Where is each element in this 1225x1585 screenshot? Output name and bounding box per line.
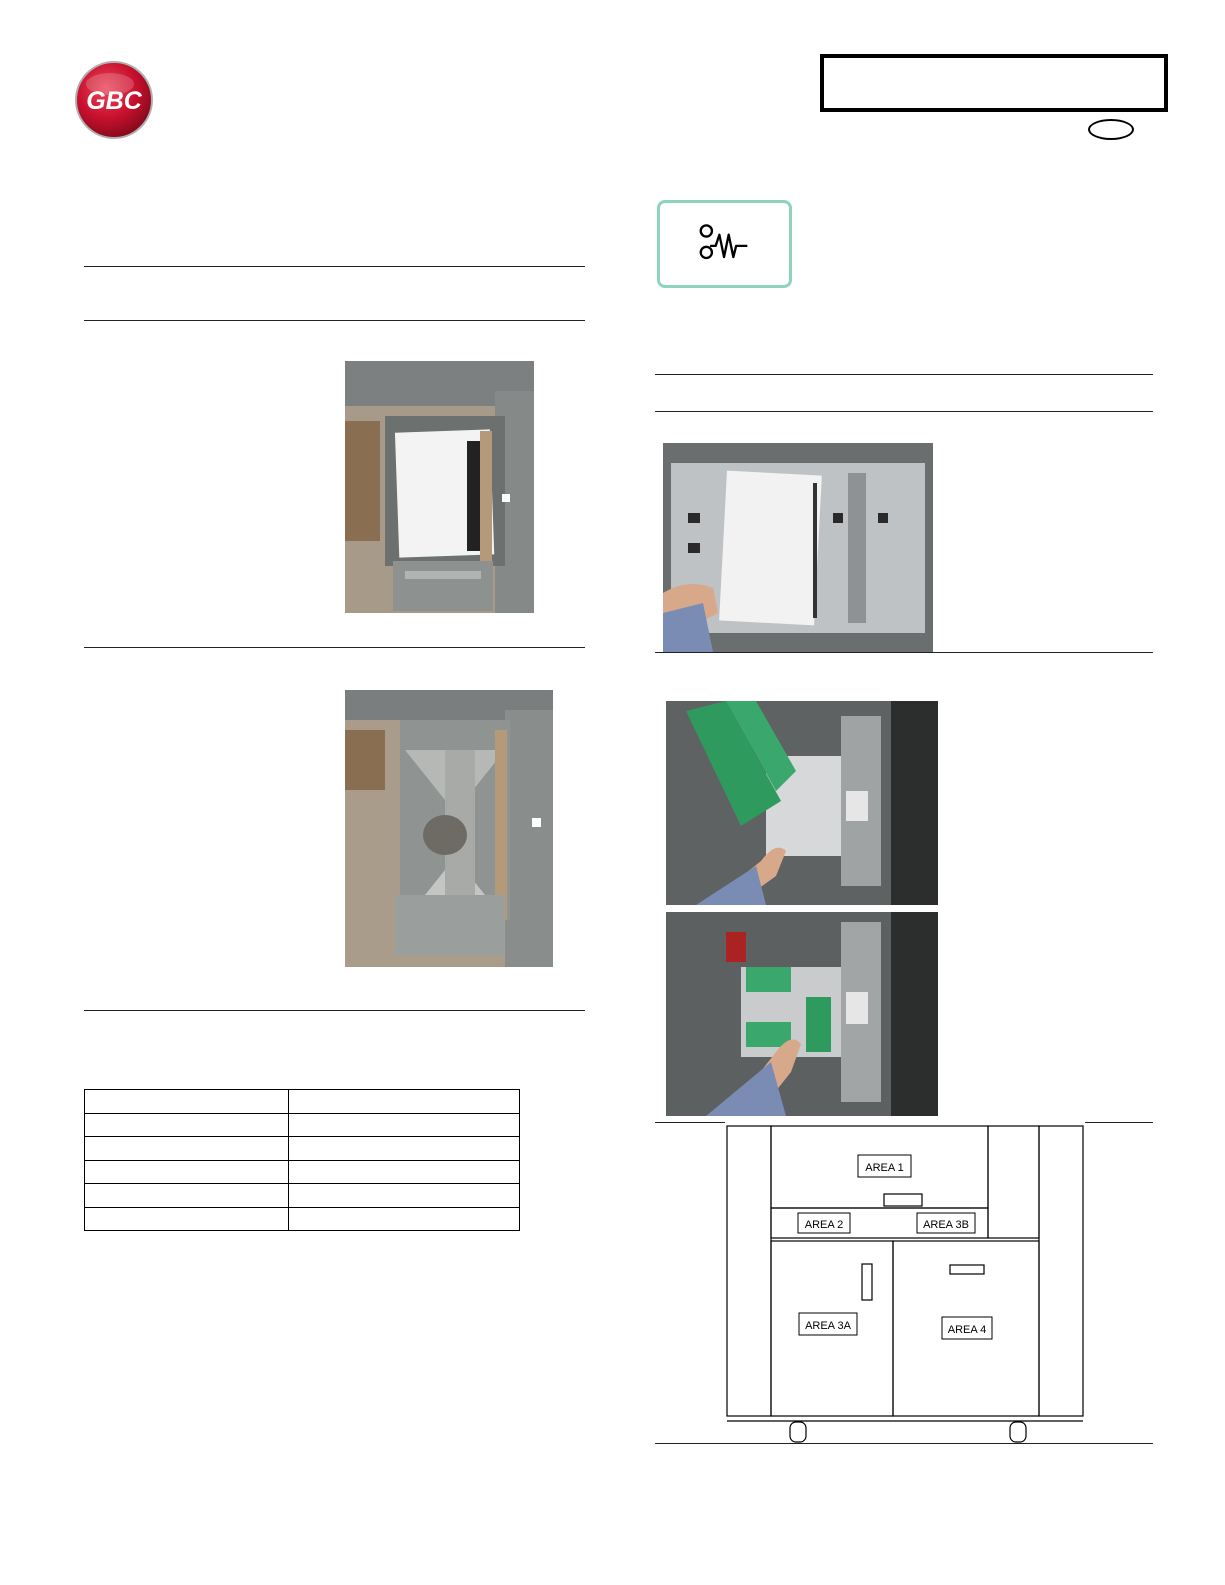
table-cell — [289, 1207, 520, 1231]
table-row — [85, 1207, 520, 1231]
section-rule — [84, 647, 585, 648]
table-cell — [85, 1113, 289, 1137]
gbc-logo — [74, 60, 154, 140]
section-rule — [655, 652, 1153, 653]
area-4-label: AREA 4 — [947, 1324, 987, 1336]
table-cell — [289, 1160, 520, 1184]
area-3a-label: AREA 3A — [805, 1320, 851, 1332]
table-cell — [85, 1207, 289, 1231]
machine-area-diagram — [722, 1124, 1088, 1444]
logo-text: GBC — [86, 87, 142, 115]
area-1-label: AREA 1 — [865, 1162, 904, 1174]
belt-assembly-photo-1 — [666, 701, 938, 905]
section-rule — [84, 1010, 585, 1011]
section-rule — [84, 320, 585, 321]
table-cell — [85, 1160, 289, 1184]
table-cell — [289, 1090, 520, 1114]
belt-assembly-photo-2 — [666, 912, 938, 1116]
page-number-oval — [1088, 119, 1134, 140]
document-title-box — [820, 54, 1168, 112]
section-rule — [655, 1122, 725, 1123]
table-row — [85, 1113, 520, 1137]
specs-table — [84, 1089, 520, 1231]
empty-tray-photo — [345, 690, 553, 967]
table-cell — [289, 1113, 520, 1137]
section-rule — [84, 266, 585, 267]
table-cell — [289, 1137, 520, 1161]
table-cell — [289, 1184, 520, 1208]
paper-tray-photo — [345, 361, 534, 613]
area-3b-label: AREA 3B — [923, 1219, 969, 1231]
section-rule — [655, 411, 1153, 412]
table-cell — [85, 1184, 289, 1208]
table-row — [85, 1160, 520, 1184]
table-cell — [85, 1090, 289, 1114]
table-row — [85, 1137, 520, 1161]
placing-sheet-photo — [663, 443, 933, 652]
section-rule — [655, 374, 1153, 375]
table-row — [85, 1090, 520, 1114]
section-rule — [1085, 1122, 1153, 1123]
table-cell — [85, 1137, 289, 1161]
table-row — [85, 1184, 520, 1208]
area-2-label: AREA 2 — [804, 1219, 844, 1231]
service-maintenance-icon — [657, 200, 792, 288]
